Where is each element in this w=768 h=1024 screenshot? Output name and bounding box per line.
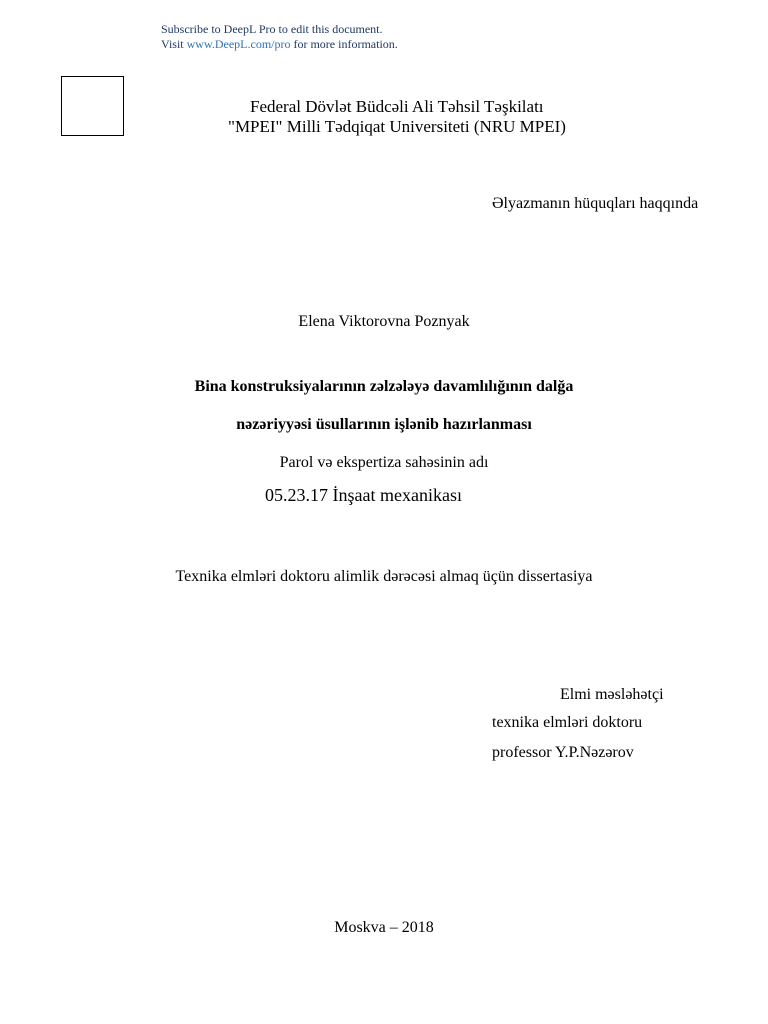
manuscript-rights-note: Əlyazmanın hüquqları haqqında [492,195,699,212]
organization-name: Federal Dövlət Büdcəli Ali Təhsil Təşkilatı [250,97,544,116]
deepl-banner [161,22,398,52]
advisor-name: professor Y.P.Nəzərov [492,744,634,761]
stamp-placeholder-box [61,76,124,136]
university-name: "MPEI" Milli Tədqiqat Universiteti (NRU MPEI) [228,117,566,136]
city-year: Moskva – 2018 [334,919,434,936]
banner-line-2 [161,37,398,52]
specialty-label: Parol və ekspertiza sahəsinin adı [279,454,489,471]
advisor-degree: texnika elmləri doktoru [492,714,643,731]
dissertation-title-line-2: nəzəriyyəsi üsullarının işlənib hazırlanması [236,416,532,433]
banner-suffix: for more information. [290,37,398,51]
advisor-role: Elmi məsləhətçi [560,686,664,703]
deepl-pro-link[interactable]: www.DeepL.com/pro [186,37,291,51]
specialty-code: 05.23.17 İnşaat mexanikası [265,485,462,505]
author-name: Elena Viktorovna Poznyak [298,313,470,330]
banner-line-1: Subscribe to DeepL Pro to edit this document. [161,22,383,36]
dissertation-title-line-1: Bina konstruksiyalarının zəlzələyə davamlılığının dalğa [194,378,574,395]
banner-prefix: Visit [161,37,187,51]
dissertation-purpose: Texnika elmləri doktoru alimlik dərəcəsi almaq üçün dissertasiya [175,568,593,585]
